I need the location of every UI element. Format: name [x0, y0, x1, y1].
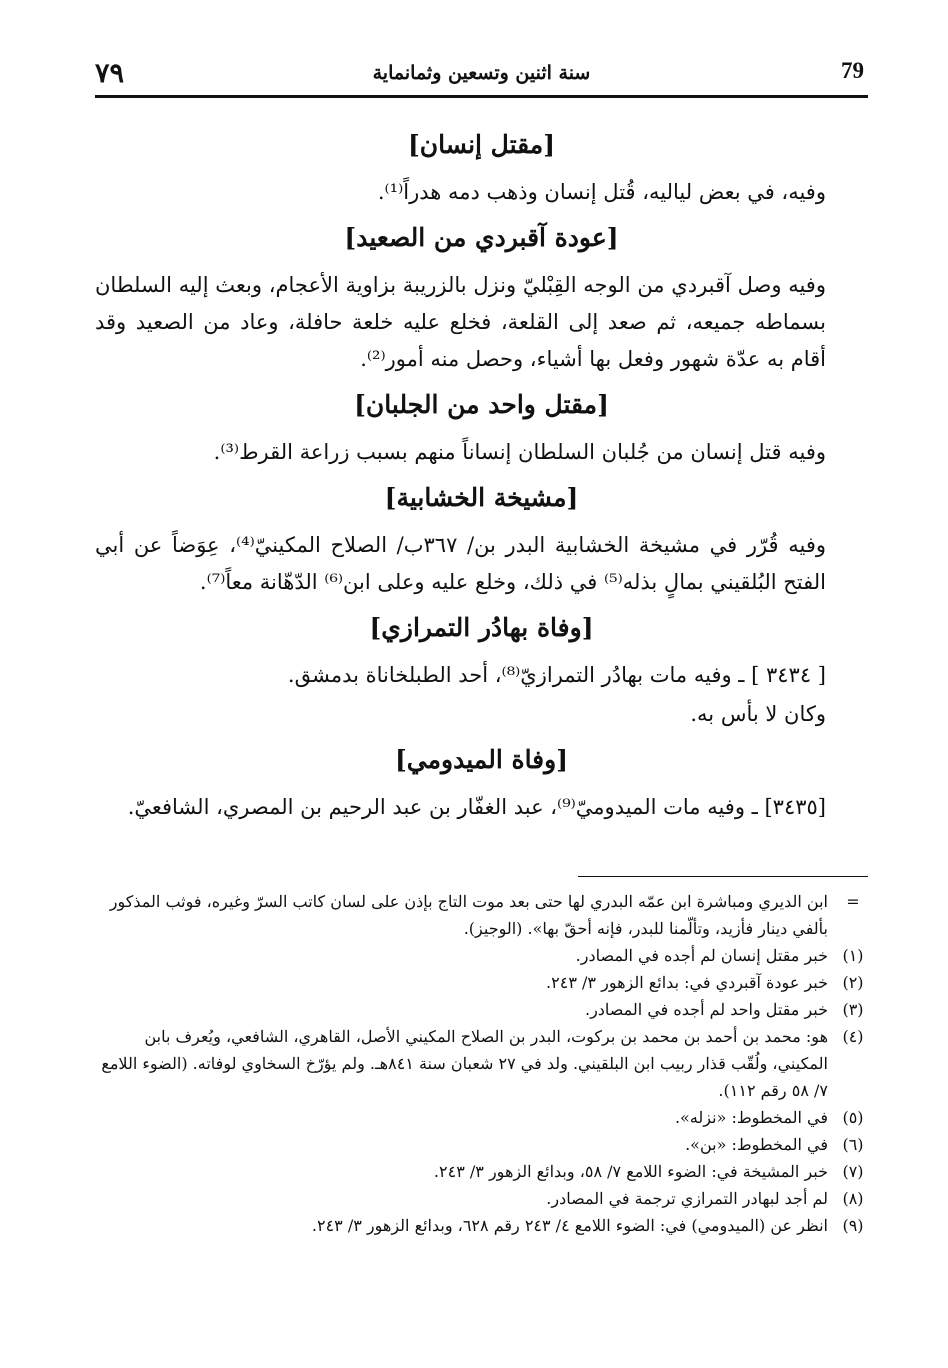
footnote-marker: (٧)	[842, 1162, 864, 1181]
footnote-separator	[578, 876, 868, 877]
footnote-text: في المخطوط: «نزله».	[674, 1108, 828, 1127]
footnote-text: ابن الديري ومباشرة ابن عمّه البدري لها حتى بعد موت التاج بإذن على لسان كاتب السرّ وغيره، فوثب المذكور بألفي دينار فأزيد، وتألّمنا للبدر، فإنه أحقّ بها». (الوجيز).	[109, 892, 828, 938]
section-heading: [مقتل واحد من الجلبان]	[354, 390, 609, 419]
footnote-text: خبر مقتل واحد لم أجده في المصادر.	[584, 1000, 828, 1019]
footnote-marker: (٨)	[842, 1189, 864, 1208]
running-title: سنة اثنين وتسعين وثمانماية	[372, 62, 591, 84]
section-heading: [وفاة الميدومي]	[394, 745, 569, 774]
paragraph: وفيه، في بعض لياليه، قُتل إنسان وذهب دمه هدراً⁽¹⁾.	[377, 180, 826, 204]
footnote-text: خبر المشيخة في: الضوء اللامع ٧/ ٥٨، وبدائع الزهور ٣/ ٢٤٣.	[433, 1162, 828, 1181]
paragraph: وفيه قُرّر في مشيخة الخشابية البدر بن/ ٣٦٧ب/ الصلاح المكينيّ⁽⁴⁾، عِوَضاً عن أبي الفتح البُلقيني بمالٍ بذله⁽⁵⁾ في ذلك، وخلع عليه وعلى ابن⁽⁶⁾ الدّهّانة معاً⁽⁷⁾.	[95, 533, 826, 594]
footnote-marker: (٤)	[842, 1027, 864, 1046]
header-rule	[95, 95, 868, 98]
main-text	[95, 120, 868, 836]
footnote-item	[95, 942, 868, 969]
footnote-marker: (٦)	[842, 1135, 864, 1154]
footnote-marker: (٢)	[842, 973, 864, 992]
section-heading: [مشيخة الخشابية]	[384, 483, 579, 512]
footnote-item	[95, 1158, 868, 1185]
footnote-item	[95, 969, 868, 996]
paragraph: وفيه قتل إنسان من جُلبان السلطان إنساناً منهم بسبب زراعة القرط⁽³⁾.	[213, 440, 826, 464]
footnotes	[95, 888, 868, 1239]
footnote-marker: (٥)	[842, 1108, 864, 1127]
page-header	[95, 58, 868, 98]
paragraph: وفيه وصل آقبردي من الوجه القِبْليّ ونزل بالزريبة بزاوية الأعجام، وبعث إليه السلطان بسماطه جميعه، ثم صعد إلى القلعة، فخلع عليه خلعة حافلة، وعاد من الصعيد وقد أقام به عدّة شهور وفعل بها أشياء، وحصل منه أمور⁽²⁾.	[95, 273, 826, 371]
footnote-item	[95, 1023, 868, 1104]
paragraph: وكان لا بأس به.	[690, 702, 826, 726]
page-number-arabic: ٧٩	[95, 58, 125, 89]
page-number-latin: 79	[841, 58, 864, 83]
footnote-item	[95, 1131, 868, 1158]
paragraph: [ ٣٤٣٤ ] ـ وفيه مات بهادُر التمرازيّ⁽⁸⁾، أحد الطبلخاناة بدمشق.	[287, 663, 826, 687]
footnote-text: لم أجد لبهادر التمرازي ترجمة في المصادر.	[546, 1189, 828, 1208]
footnote-marker: (١)	[842, 946, 864, 965]
footnote-text: في المخطوط: «بن».	[685, 1135, 828, 1154]
paragraph: [٣٤٣٥] ـ وفيه مات الميدوميّ⁽⁹⁾، عبد الغفّار بن عبد الرحيم بن المصري، الشافعيّ.	[127, 795, 826, 819]
footnote-item	[95, 1212, 868, 1239]
footnote-marker: (٩)	[842, 1216, 864, 1235]
footnote-item	[95, 1104, 868, 1131]
footnote-item	[95, 888, 868, 942]
section-heading: [وفاة بهادُر التمرازي]	[369, 613, 594, 642]
footnote-text: انظر عن (الميدومي) في: الضوء اللامع ٤/ ٢٤٣ رقم ٦٢٨، وبدائع الزهور ٣/ ٢٤٣.	[311, 1216, 828, 1235]
footnote-marker: =	[846, 892, 860, 911]
footnote-text: خبر مقتل إنسان لم أجده في المصادر.	[575, 946, 828, 965]
section-heading: [مقتل إنسان]	[407, 130, 556, 159]
footnote-marker: (٣)	[842, 1000, 864, 1019]
section-heading: [عودة آقبردي من الصعيد]	[344, 223, 619, 252]
footnote-text: هو: محمد بن أحمد بن محمد بن بركوت، البدر بن الصلاح المكيني الأصل، القاهري، الشافعي، ويُعرف بابن المكيني، ولُقّب قذار ربيب ابن البلقيني. ولد في ٢٧ شعبان سنة ٨٤١هـ. ولم يؤرّخ السخاوي لوفاته. (الضوء اللامع ٧/ ٥٨ رقم ١١٢).	[101, 1027, 828, 1100]
footnote-item	[95, 1185, 868, 1212]
footnote-text: خبر عودة آقبردي في: بدائع الزهور ٣/ ٢٤٣.	[546, 973, 828, 992]
footnote-item	[95, 996, 868, 1023]
